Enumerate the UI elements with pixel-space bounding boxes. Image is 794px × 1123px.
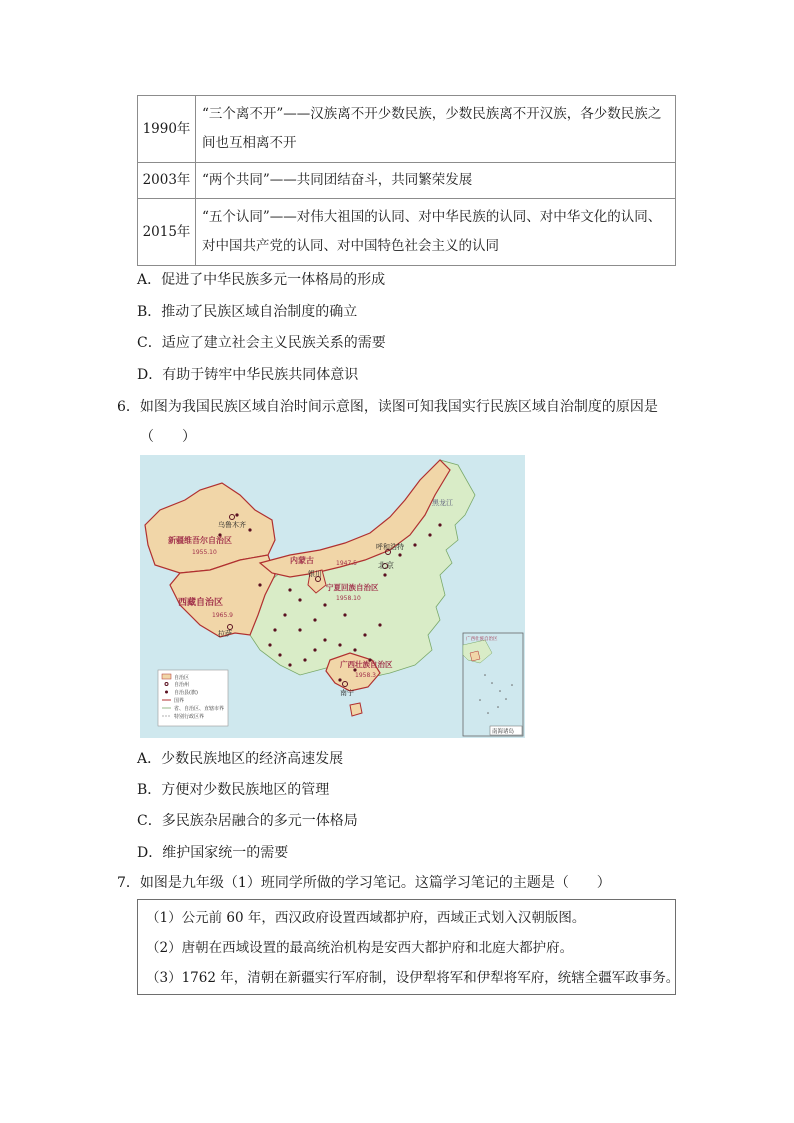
table-row — [138, 199, 676, 266]
year-cell: 1990年 — [138, 96, 196, 163]
south-sea-inset — [463, 633, 523, 736]
xizang-date: 1965.9 — [212, 612, 233, 619]
policy-table — [137, 95, 676, 266]
yinchuan-label: 银川 — [308, 570, 322, 578]
q7-stem: 7．如图是九年级（1）班同学所做的学习笔记。这篇学习笔记的主题是（ ） — [117, 875, 611, 891]
inset-title: 广西壮族自治区 — [466, 637, 498, 642]
neimenggu-label: 内蒙古 — [290, 556, 314, 565]
xizang-label: 西藏自治区 — [178, 598, 224, 608]
lhasa-label: 拉萨 — [218, 630, 232, 638]
legend-item: 自治区 — [174, 675, 190, 681]
autonomy-map — [140, 455, 525, 738]
neimenggu-date: 1947.5 — [336, 560, 357, 567]
hohhot-label: 呼和浩特 — [376, 543, 404, 551]
guangxi-label: 广西壮族自治区 — [340, 660, 393, 669]
table-row — [138, 163, 676, 199]
table-row — [138, 96, 676, 163]
q5-option-b[interactable]: B．推动了民族区域自治制度的确立 — [137, 304, 358, 320]
note-line: （1）公元前 60 年，西汉政府设置西域都护府，西域正式划入汉朝版图。 — [146, 910, 586, 926]
q5-option-c[interactable]: C．适应了建立社会主义民族关系的需要 — [137, 335, 386, 351]
legend-item: 自治县(旗) — [174, 690, 198, 696]
map-legend — [158, 670, 228, 726]
legend-item: 自治州 — [174, 682, 190, 688]
heilongjiang-label: 黑龙江 — [432, 499, 453, 507]
legend-item: 特别行政区界 — [174, 714, 205, 720]
q6-option-c[interactable]: C．多民族杂居融合的多元一体格局 — [137, 813, 358, 829]
content-cell: “三个离不开”——汉族离不开少数民族，少数民族离不开汉族，各少数民族之间也互相离不开 — [196, 96, 676, 163]
ningxia-date: 1958.10 — [336, 595, 361, 602]
q6-option-a[interactable]: A．少数民族地区的经济高速发展 — [137, 751, 344, 767]
q5-option-d[interactable]: D．有助于铸牢中华民族共同体意识 — [137, 367, 359, 383]
note-line: （3）1762 年，清朝在新疆实行军府制，设伊犁将军和伊犁将军府，统辖全疆军政事务。 — [146, 970, 680, 986]
urumqi-label: 乌鲁木齐 — [218, 521, 246, 529]
content-cell: “两个共同”——共同团结奋斗，共同繁荣发展 — [196, 163, 676, 199]
xinjiang-label: 新疆维吾尔自治区 — [168, 536, 232, 545]
study-notes-box — [137, 899, 680, 995]
q6-option-b[interactable]: B．方便对少数民族地区的管理 — [137, 782, 330, 798]
ningxia-label: 宁夏回族自治区 — [326, 583, 379, 592]
q6-answer-paren: （ ） — [140, 429, 196, 445]
year-cell: 2003年 — [138, 163, 196, 199]
q6-stem: 6．如图为我国民族区域自治时间示意图，读图可知我国实行民族区域自治制度的原因是 — [117, 399, 658, 415]
beijing-label: 北京 — [378, 561, 394, 570]
legend-item: 国界 — [174, 698, 185, 704]
content-cell: “五个认同”——对伟大祖国的认同、对中华民族的认同、对中华文化的认同、对中国共产党的认同、对中国特色社会主义的认同 — [196, 199, 676, 266]
year-cell: 2015年 — [138, 199, 196, 266]
legend-item: 省、自治区、直辖市界 — [174, 706, 225, 712]
nanning-label: 南宁 — [340, 689, 354, 697]
inset-caption: 南海诸岛 — [492, 729, 515, 735]
q5-option-a[interactable]: A．促进了中华民族多元一体格局的形成 — [137, 272, 386, 288]
hainan-island — [350, 703, 362, 716]
guangxi-date: 1958.3 — [355, 672, 376, 679]
q6-option-d[interactable]: D．维护国家统一的需要 — [137, 845, 289, 861]
note-line: （2）唐朝在西域设置的最高统治机构是安西大都护府和北庭大都护府。 — [146, 940, 574, 956]
xinjiang-date: 1955.10 — [192, 549, 217, 556]
